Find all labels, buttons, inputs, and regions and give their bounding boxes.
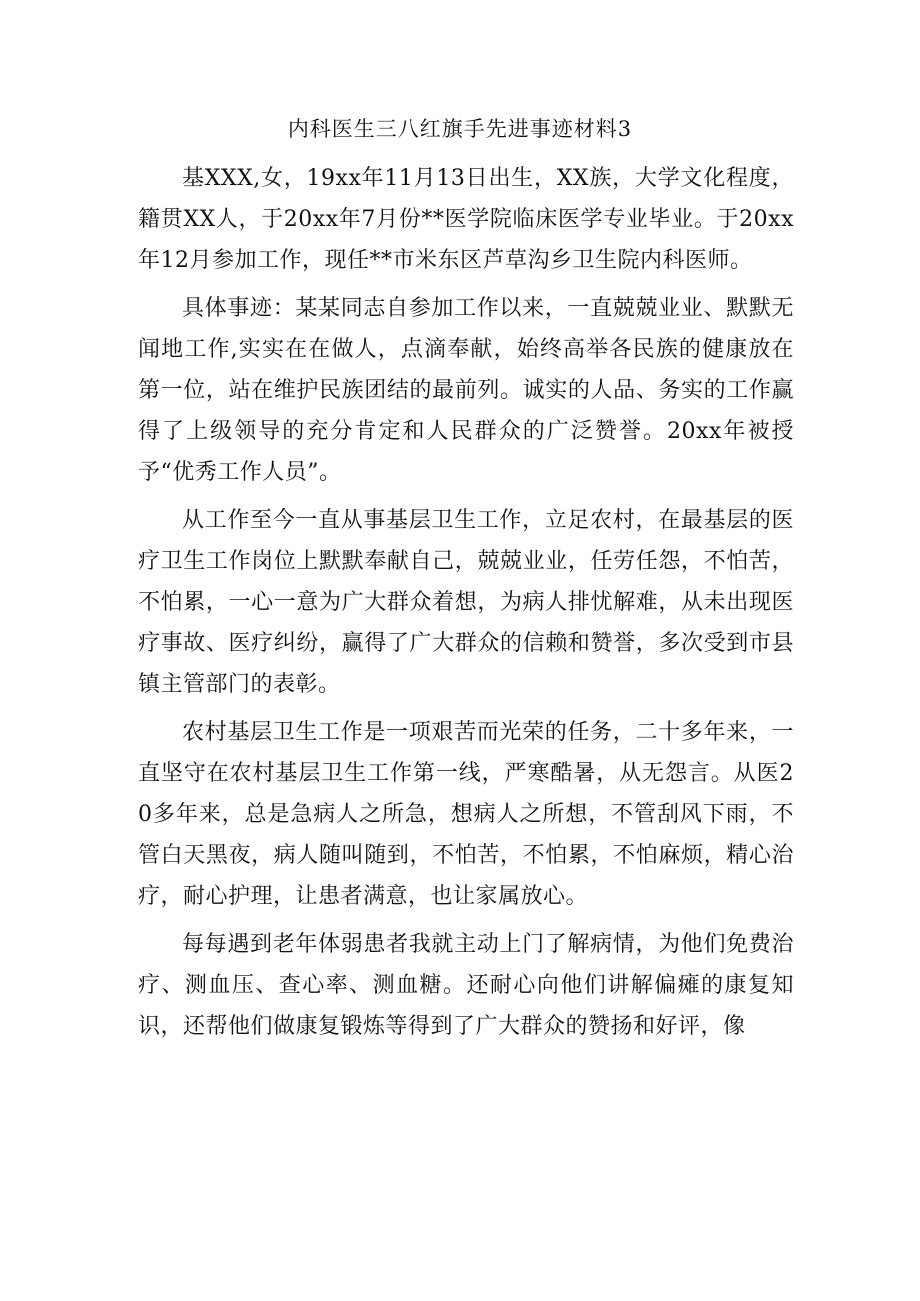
paragraph-rural-health: 农村基层卫生工作是一项艰苦而光荣的任务，二十多年来，一直坚守在农村基层卫生工作第一线，严寒酷暑，从无怨言。从医20多年来，总是急病人之所急，想病人之所想，不管刮风下雨，不管白天黑夜，病人随叫随到，不怕苦，不怕累，不怕麻烦，精心治疗，耐心护理，让患者满意，也让家属放心。: [138, 719, 794, 910]
paragraph-specific-deeds: 具体事迹：某某同志自参加工作以来，一直兢兢业业、默默无闻地工作,实实在在做人，点滴奉献，始终高举各民族的健康放在第一位，站在维护民族团结的最前列。诚实的人品、务实的工作赢得了上级领导的充分肯定和人民群众的广泛赞誉。20xx年被授予“优秀工作人员”。: [138, 295, 794, 486]
paragraph-grassroots-work: 从工作至今一直从事基层卫生工作，立足农村，在最基层的医疗卫生工作岗位上默默奉献自己，兢兢业业，任劳任怨，不怕苦，不怕累，一心一意为广大群众着想，为病人排忧解难，从未出现医疗事故、医疗纠纷，赢得了广大群众的信赖和赞誉，多次受到市县镇主管部门的表彰。: [138, 507, 794, 698]
document-body: [138, 158, 794, 1053]
paragraph-elderly-care: 每每遇到老年体弱患者我就主动上门了解病情，为他们免费治疗、测血压、查心率、测血糖。还耐心向他们讲解偏瘫的康复知识，还帮他们做康复锻炼等得到了广大群众的赞扬和好评，像: [138, 931, 794, 1040]
document-title: 内科医生三八红旗手先进事迹材料3: [287, 117, 633, 141]
paragraph-personal-info: 基XXX,女，19xx年11月13日出生，XX族，大学文化程度，籍贯XX人，于20xx年7月份**医学院临床医学专业毕业。于20xx年12月参加工作，现任**市米东区芦草沟乡卫生院内科医师。: [138, 166, 794, 274]
